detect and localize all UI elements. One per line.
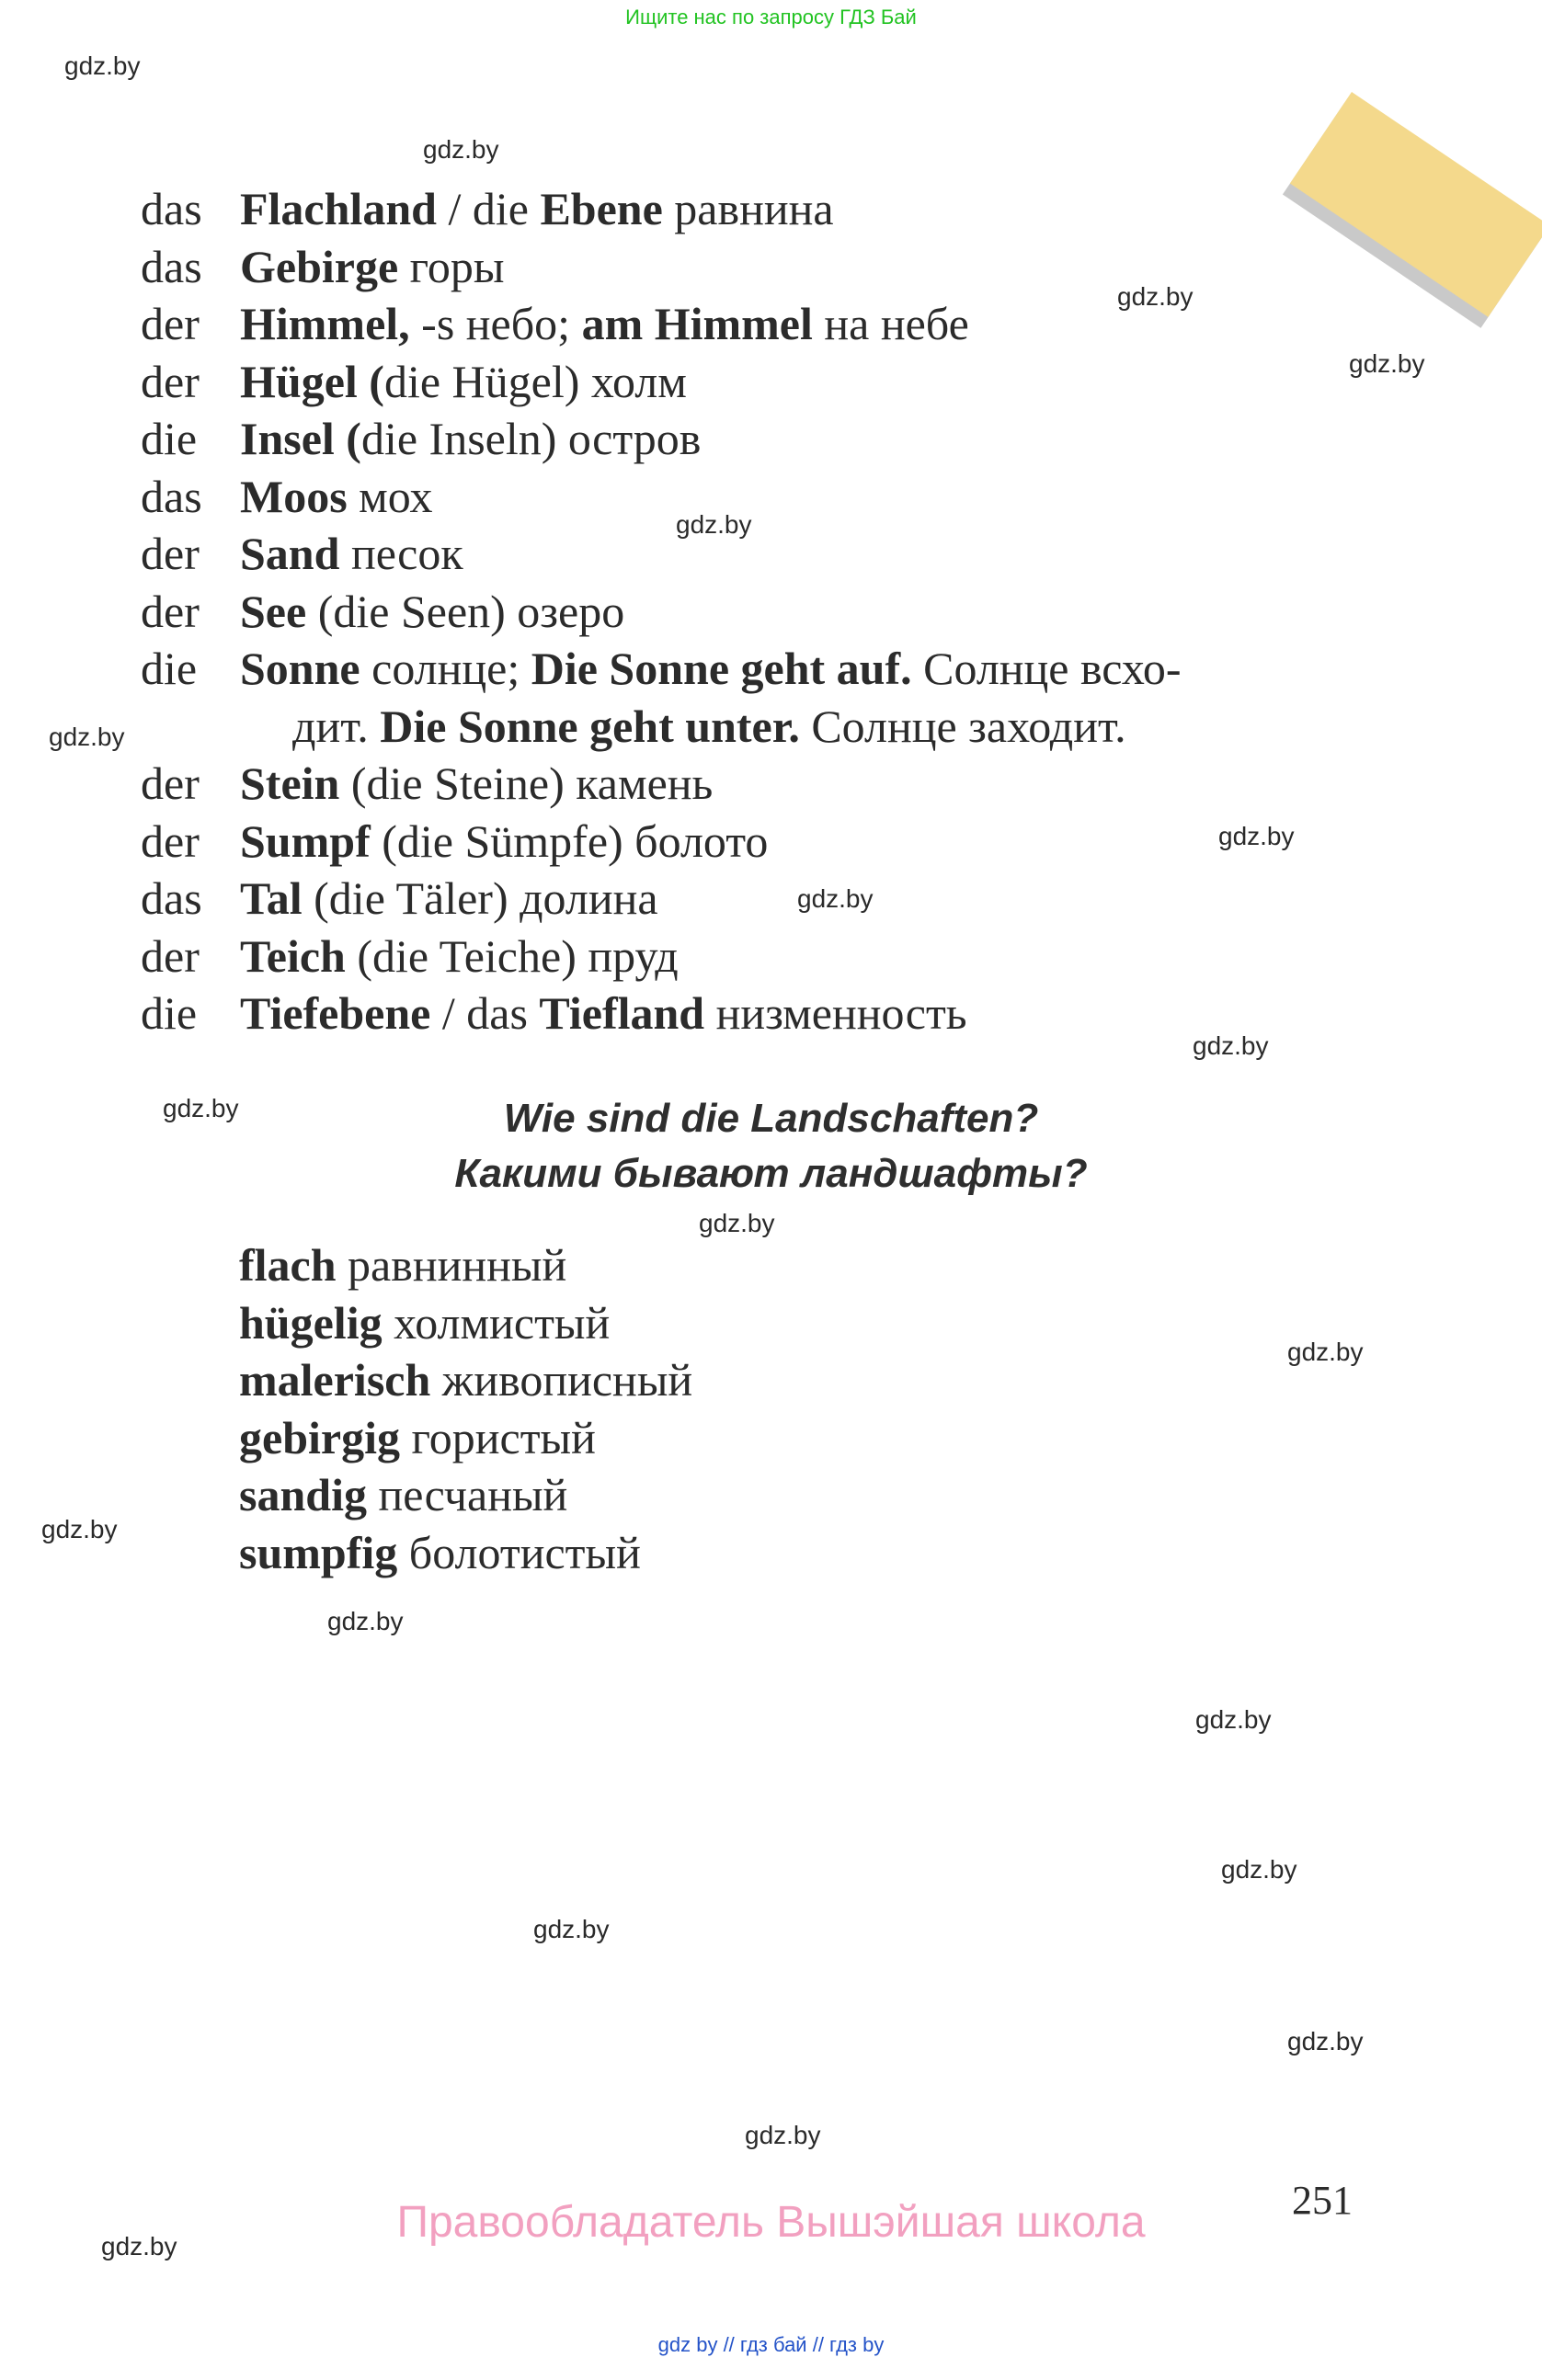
translation-text: -s небо;	[409, 298, 582, 349]
watermark: gdz.by	[1221, 1855, 1297, 1884]
rights-holder: Правообладатель Вышэйшая школа	[396, 2198, 1146, 2247]
translation-text: равнина	[662, 183, 834, 234]
entry-text	[240, 238, 505, 296]
watermark: gdz.by	[699, 1209, 775, 1237]
vocab-entry	[141, 640, 1428, 698]
translation-text: (die Sümpfe) болото	[370, 814, 769, 867]
german-term: Himmel,	[240, 298, 410, 349]
vocab-entry	[141, 525, 1428, 583]
top-banner: Ищите нас по запросу ГДЗ Бай	[625, 6, 917, 28]
article: das	[141, 470, 202, 522]
entry-text	[240, 583, 624, 641]
vocab-entry	[141, 295, 1428, 353]
watermark: gdz.by	[1193, 1031, 1269, 1060]
german-term: Gebirge	[240, 240, 399, 292]
entry-text	[240, 870, 658, 928]
article: das	[141, 183, 202, 234]
article: der	[141, 814, 200, 867]
german-term: Ebene	[540, 183, 663, 234]
entry-text	[240, 353, 687, 411]
article: der	[141, 298, 200, 349]
translation-text: (die Teiche) пруд	[345, 929, 679, 982]
adjective-word: sumpfig	[239, 1526, 398, 1578]
adjective-translation: равнинный	[336, 1239, 567, 1291]
article: die	[141, 987, 198, 1039]
entry-text	[240, 468, 433, 526]
german-term: Tiefland	[539, 987, 705, 1039]
article: die	[141, 413, 198, 464]
watermark: gdz.by	[101, 2232, 177, 2260]
adjective-entry	[239, 1524, 692, 1582]
vocab-entry	[141, 813, 1428, 871]
entry-text	[240, 525, 463, 583]
entry-text	[240, 985, 967, 1042]
adjective-entry	[239, 1351, 692, 1409]
translation-text: песок	[339, 528, 463, 579]
translation-text: / das	[430, 987, 540, 1039]
article: der	[141, 528, 200, 579]
adjective-word: hügelig	[239, 1296, 383, 1349]
watermark: gdz.by	[163, 1094, 239, 1122]
entry-text	[240, 755, 713, 813]
translation-text: Солнце всхо-	[911, 643, 1182, 694]
adjective-entry	[239, 1294, 692, 1352]
footer-links: gdz by // гдз бай // гдз by	[657, 2333, 885, 2356]
german-term: Moos	[240, 470, 348, 522]
vocab-entry	[141, 698, 1428, 756]
translation-text: die Inseln) остров	[360, 413, 702, 464]
translation-text: (die Täler) долина	[302, 872, 658, 924]
translation-text: Солнце заходит.	[799, 700, 1126, 752]
vocab-entry	[141, 468, 1428, 526]
page-number: 251	[1292, 2178, 1353, 2223]
translation-text: мох	[347, 470, 433, 522]
watermark: gdz.by	[49, 723, 125, 751]
entry-text	[240, 640, 1182, 698]
watermark: gdz.by	[64, 51, 141, 80]
german-term: Die Sonne geht auf.	[531, 643, 912, 694]
german-term: Sonne	[240, 643, 360, 694]
section-heading-de: Wie sind die Landschaften?	[503, 1096, 1039, 1141]
translation-text: солнце;	[360, 643, 531, 694]
translation-text: горы	[398, 240, 505, 292]
watermark: gdz.by	[1195, 1705, 1272, 1734]
german-term: Hügel (	[240, 355, 384, 407]
entry-text	[240, 180, 834, 238]
adjective-word: sandig	[239, 1469, 367, 1520]
watermark: gdz.by	[676, 510, 752, 539]
german-term: Sumpf	[240, 814, 371, 867]
watermark: gdz.by	[745, 2121, 821, 2149]
entry-text	[240, 928, 679, 985]
adjective-translation: гористый	[399, 1411, 596, 1463]
watermark: gdz.by	[797, 884, 874, 913]
translation-text: (die Steine) камень	[339, 757, 714, 809]
adjective-word: malerisch	[239, 1354, 431, 1406]
translation-text: / die	[436, 183, 541, 234]
article: das	[141, 240, 202, 292]
watermark: gdz.by	[1287, 1338, 1364, 1366]
article: das	[141, 872, 202, 924]
german-term: Teich	[240, 929, 346, 982]
watermark: gdz.by	[1349, 349, 1425, 378]
watermark: gdz.by	[1218, 822, 1295, 850]
entry-text	[240, 295, 969, 353]
vocab-entry	[141, 870, 1428, 928]
vocab-entry	[141, 928, 1428, 985]
translation-text: низменность	[704, 987, 967, 1039]
entry-text	[292, 698, 1126, 756]
vocab-entry	[141, 180, 1428, 238]
vocab-entry	[141, 755, 1428, 813]
adjective-word: flach	[239, 1239, 337, 1291]
adjective-word: gebirgig	[239, 1411, 400, 1463]
translation-text: die Hügel) холм	[383, 355, 687, 407]
watermark: gdz.by	[1117, 282, 1194, 311]
article: der	[141, 929, 200, 982]
corner-mask	[1342, 0, 1542, 41]
german-term: Flachland	[240, 183, 437, 234]
article: die	[141, 643, 198, 694]
german-term: am Himmel	[581, 298, 813, 349]
section-heading-ru: Какими бывают ландшафты?	[454, 1151, 1088, 1196]
vocab-entry	[141, 238, 1428, 296]
adjective-list	[239, 1236, 692, 1581]
watermark: gdz.by	[423, 135, 499, 164]
adjective-entry	[239, 1466, 692, 1524]
watermark: gdz.by	[533, 1915, 610, 1943]
adjective-entry	[239, 1409, 692, 1467]
german-term: Die Sonne geht unter.	[380, 700, 800, 752]
translation-text: на небе	[812, 298, 969, 349]
german-term: Tal	[240, 872, 303, 924]
vocab-entry	[141, 583, 1428, 641]
vocab-entry	[141, 353, 1428, 411]
watermark: gdz.by	[327, 1607, 404, 1635]
entry-text	[240, 813, 768, 871]
vocab-entry	[141, 410, 1428, 468]
watermark: gdz.by	[1287, 2027, 1364, 2055]
german-term: See	[240, 585, 307, 637]
adjective-translation: живописный	[430, 1354, 693, 1406]
adjective-entry	[239, 1236, 692, 1294]
article: der	[141, 585, 200, 637]
translation-text: дит.	[292, 700, 381, 752]
adjective-translation: холмистый	[382, 1296, 611, 1349]
adjective-translation: песчаный	[366, 1469, 568, 1520]
article: der	[141, 757, 200, 809]
translation-text: (die Seen) озеро	[306, 585, 625, 637]
german-term: Insel (	[240, 413, 361, 464]
vocab-entry	[141, 985, 1428, 1042]
german-term: Sand	[240, 528, 340, 579]
entry-text	[240, 410, 701, 468]
adjective-translation: болотистый	[397, 1526, 641, 1578]
article: der	[141, 355, 200, 407]
watermark: gdz.by	[41, 1515, 118, 1543]
german-term: Tiefebene	[240, 987, 431, 1039]
german-term: Stein	[240, 757, 340, 809]
vocabulary-list	[141, 180, 1428, 1042]
